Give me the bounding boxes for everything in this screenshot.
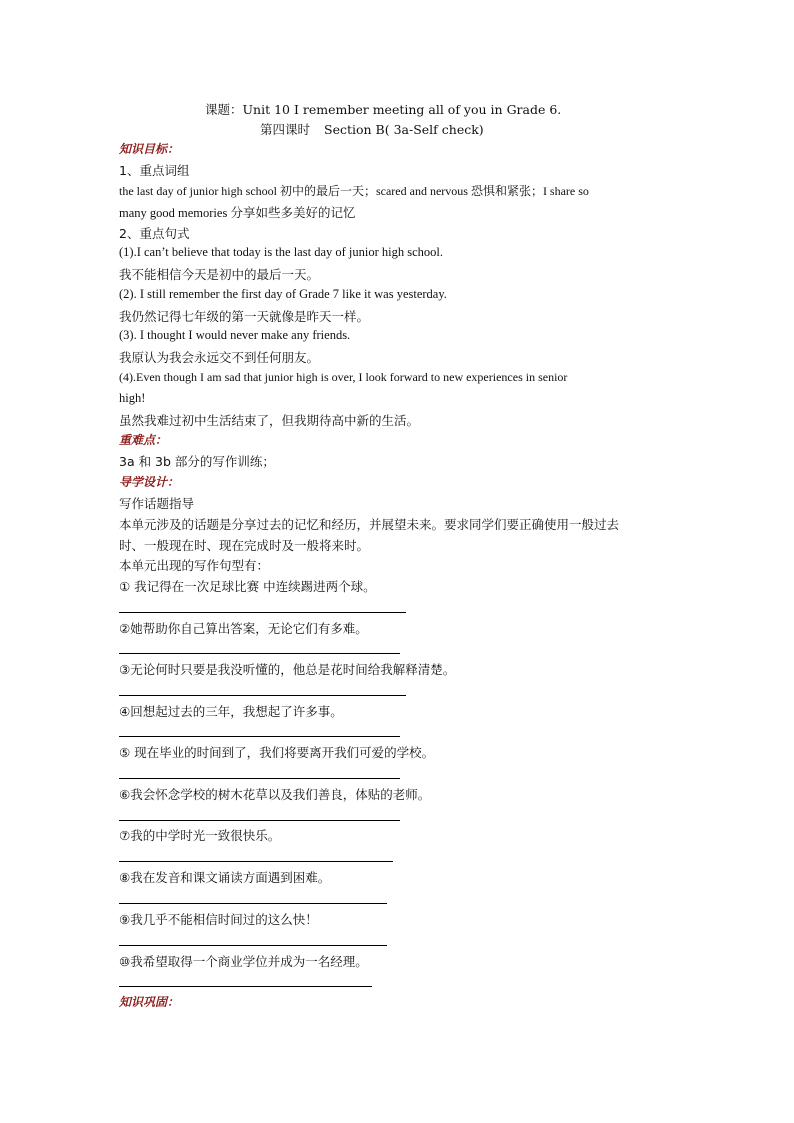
- answer-line-1[interactable]: [119, 612, 406, 613]
- guide-paragraph-3: 本单元出现的写作句型有：: [119, 558, 270, 573]
- sentence-4-en-b: high!: [119, 391, 146, 405]
- sentence-2-zh: 我仍然记得七年级的第一天就像是昨天一样。: [119, 309, 370, 324]
- sentence-4-zh: 虽然我难过初中生活结束了，但我期待高中新的生活。: [119, 413, 420, 428]
- item1-title: 1、重点词组: [119, 163, 190, 178]
- heading-consolidation: 知识巩固：: [119, 995, 180, 1009]
- answer-line-9[interactable]: [119, 945, 387, 946]
- answer-line-4[interactable]: [119, 736, 400, 737]
- guide-paragraph-2: 时、一般现在时、现在完成时及一般将来时。: [119, 538, 370, 553]
- lesson-period: 第四课时: [260, 122, 311, 137]
- heading-guide: 导学设计：: [119, 475, 180, 489]
- sentence-4-en-a: (4).Even though I am sad that junior high is over, I look forward to new experiences in senior: [119, 370, 568, 384]
- exercise-prompt-7: ⑦我的中学时光一致很快乐。: [119, 828, 281, 843]
- answer-line-6[interactable]: [119, 820, 400, 821]
- exercise-prompt-1: ① 我记得在一次足球比赛 中连续踢进两个球。: [119, 579, 376, 594]
- guide-paragraph-1: 本单元涉及的话题是分享过去的记忆和经历，并展望未来。要求同学们要正确使用一般过去: [119, 517, 620, 532]
- answer-line-2[interactable]: [119, 653, 400, 654]
- sentence-2-en: (2). I still remember the first day of Grade 7 like it was yesterday.: [119, 287, 447, 301]
- phrases-line-2: many good memories 分享如些多美好的记忆: [119, 206, 356, 220]
- lesson-subtitle: [260, 120, 484, 138]
- answer-line-3[interactable]: [119, 695, 406, 696]
- exercise-prompt-5: ⑤ 现在毕业的时间到了，我们将要离开我们可爱的学校。: [119, 745, 435, 760]
- answer-line-10[interactable]: [119, 986, 372, 987]
- difficulty-text: 3a 和 3b 部分的写作训练；: [119, 454, 275, 469]
- sentence-3-zh: 我原认为我会永远交不到任何朋友。: [119, 350, 320, 365]
- answer-line-5[interactable]: [119, 778, 400, 779]
- exercise-prompt-10: ⑩我希望取得一个商业学位并成为一名经理。: [119, 954, 368, 969]
- exercise-prompt-9: ⑨我几乎不能相信时间过的这么快！: [119, 912, 318, 927]
- answer-line-8[interactable]: [119, 903, 387, 904]
- sentence-3-en: (3). I thought I would never make any friends.: [119, 328, 351, 342]
- exercise-prompt-8: ⑧我在发音和课文诵读方面遇到困难。: [119, 870, 331, 885]
- item2-title: 2、重点句式: [119, 226, 190, 241]
- sentence-1-zh: 我不能相信今天是初中的最后一天。: [119, 267, 320, 282]
- guide-title: 写作话题指导: [119, 496, 195, 511]
- exercise-prompt-2: ②她帮助你自己算出答案，无论它们有多难。: [119, 621, 368, 636]
- exercise-prompt-3: ③无论何时只要是我没听懂的，他总是花时间给我解释清楚。: [119, 662, 456, 677]
- phrases-line-1: the last day of junior high school 初中的最后一天；scared and nervous 恐惧和紧张；I share so: [119, 184, 589, 198]
- lesson-section: Section B( 3a-Self check): [324, 122, 484, 137]
- exercise-prompt-4: ④回想起过去的三年，我想起了许多事。: [119, 704, 343, 719]
- exercise-prompt-6: ⑥我会怀念学校的树木花草以及我们善良，体贴的老师。: [119, 787, 431, 802]
- answer-line-7[interactable]: [119, 861, 393, 862]
- heading-difficulty: 重难点：: [119, 433, 168, 447]
- heading-knowledge-goals: 知识目标：: [119, 142, 180, 156]
- lesson-title: 课题：Unit 10 I remember meeting all of you in Grade 6.: [205, 102, 562, 117]
- sentence-1-en: (1).I can’t believe that today is the last day of junior high school.: [119, 245, 443, 259]
